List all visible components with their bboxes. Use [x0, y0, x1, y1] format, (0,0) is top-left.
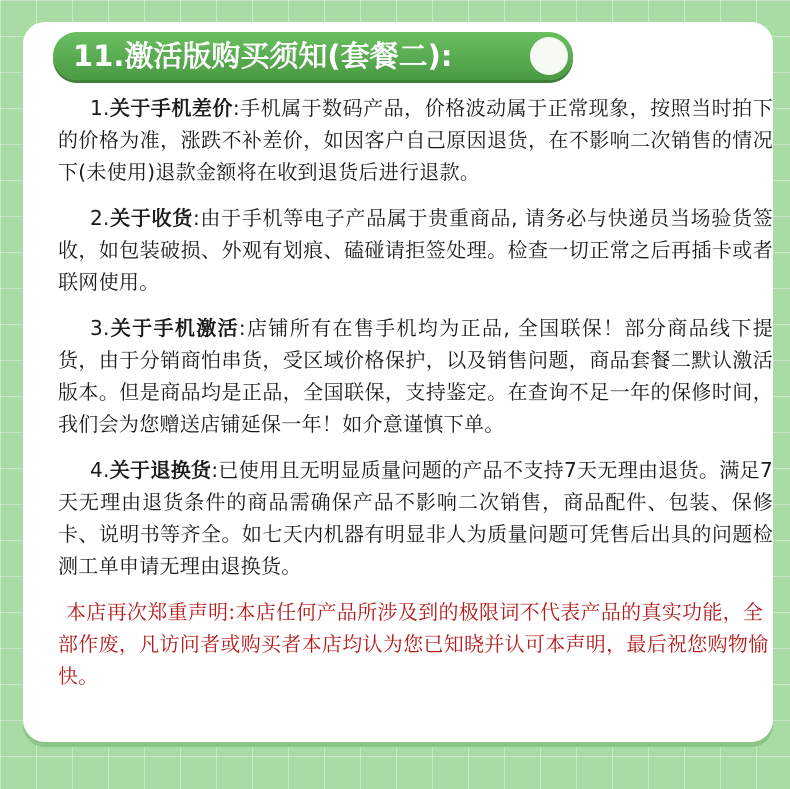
section-receiving — [58, 202, 773, 298]
section-returns — [58, 454, 773, 582]
policy-content — [58, 92, 773, 712]
circle-decoration-icon — [530, 37, 568, 75]
store-disclaimer: 本店再次郑重声明:本店任何产品所涉及到的极限词不代表产品的真实功能，全部作废，凡访问者或购买者本店均认为您已知晓并认可本声明，最后祝您购物愉快。 — [58, 600, 769, 688]
section-body: :由于手机等电子产品属于贵重商品, 请务必与快递员当场验货签收，如包装破损、外观有划痕、磕碰请拒签处理。检查一切正常之后再插卡或者联网使用。 — [58, 206, 774, 294]
section-body: :已使用且无明显质量问题的产品不支持7天无理由退货。满足7天无理由退货条件的商品需确保产品不影响二次销售，商品配件、包装、保修卡、说明书等齐全。如七天内机器有明显非人为质量问题可凭售后出具的问题检测工单申请无理由退换货。 — [58, 458, 774, 578]
section-heading: 关于收货 — [109, 206, 193, 230]
section-number: 1. — [90, 96, 110, 120]
section-activation — [58, 312, 773, 440]
page-title: 11.激活版购买须知(套餐二): — [73, 39, 453, 73]
section-price-difference — [58, 92, 773, 188]
section-heading: 关于手机激活 — [109, 316, 239, 340]
section-body: :手机属于数码产品，价格波动属于正常现象，按照当时拍下的价格为准，涨跌不补差价，如因客户自己原因退货，在不影响二次销售的情况下(未使用)退款金额将在收到退货后进行退款。 — [58, 96, 773, 184]
notice-card — [23, 22, 773, 742]
section-heading: 关于退换货 — [109, 458, 212, 482]
title-banner — [53, 32, 573, 80]
section-number: 2. — [90, 206, 110, 230]
section-number: 4. — [90, 458, 110, 482]
section-heading: 关于手机差价 — [109, 96, 233, 120]
section-number: 3. — [90, 316, 110, 340]
section-body: :店铺所有在售手机均为正品, 全国联保！部分商品线下提货，由于分销商怕串货，受区域价格保护，以及销售问题，商品套餐二默认激活版本。但是商品均是正品，全国联保，支持鉴定。在查询不足一年的保修时间，我们会为您赠送店铺延保一年！如介意谨慎下单。 — [58, 316, 773, 436]
